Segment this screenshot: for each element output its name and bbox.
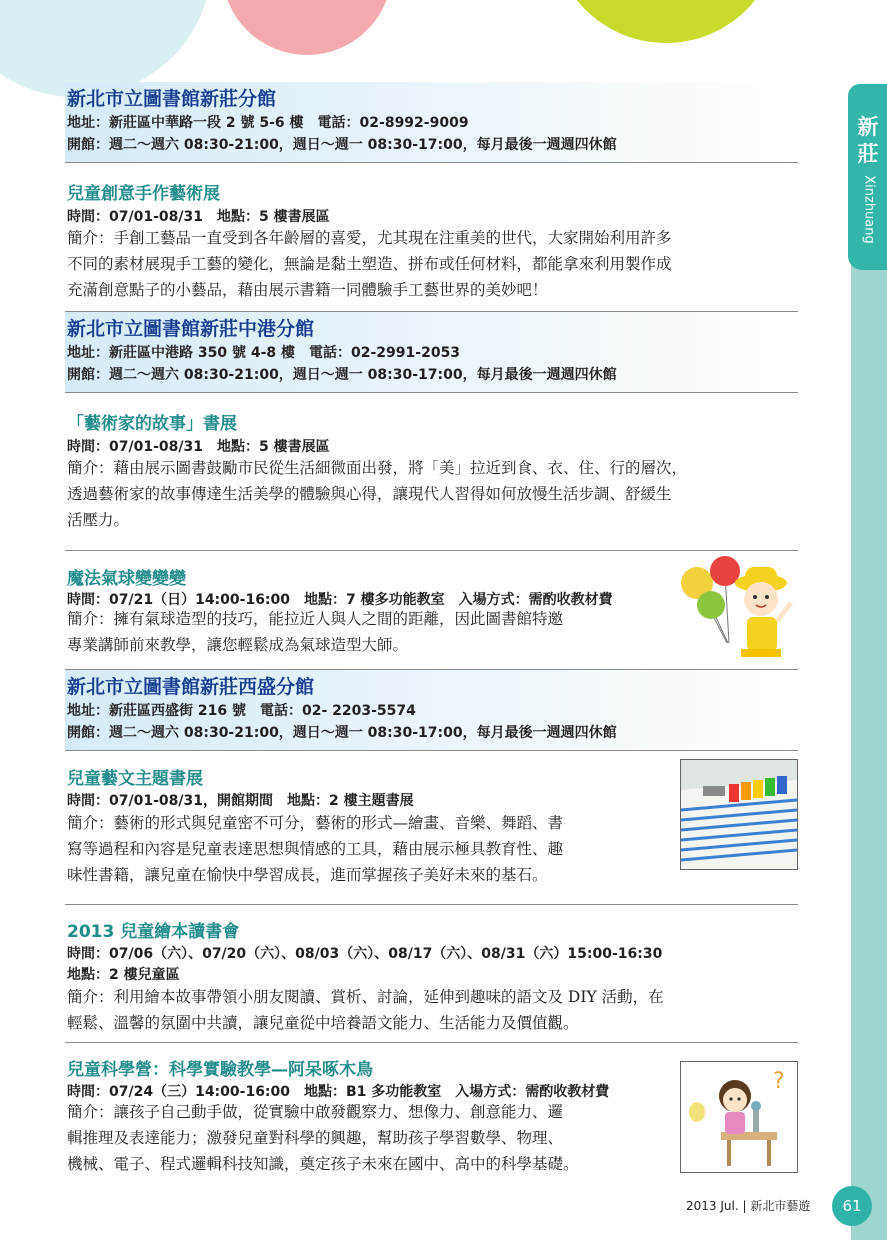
decor-circle-pink — [222, 0, 392, 55]
event-item — [65, 905, 798, 1043]
event-item — [65, 163, 798, 312]
district-tab-zh: 新莊 — [857, 115, 879, 166]
event-item — [65, 1043, 798, 1175]
event-meta: 時間：07/21（日）14:00-16:00 地點：7 樓多功能教室 入場方式：需酌收教材費 — [67, 592, 613, 608]
event-meta: 地點：2 樓兒童區 — [67, 967, 180, 983]
library-name: 新北市立圖書館新莊分館 — [67, 88, 277, 110]
library-name: 新北市立圖書館新莊西盛分館 — [67, 676, 315, 698]
sidebar-strip — [851, 260, 887, 1240]
event-item — [65, 751, 798, 905]
crayons-notebook-graphic — [681, 760, 797, 869]
desc-line: 輯推理及表達能力；激發兒童對科學的興趣，幫助孩子學習數學、物理、 — [67, 1129, 564, 1147]
library-hours: 開館：週二～週六 08:30-21:00，週日～週一 08:30-17:00，每月最後一週週四休館 — [67, 137, 617, 153]
event-description — [67, 225, 672, 303]
library-address: 地址：新莊區中港路 350 號 4-8 樓 電話：02-2991-2053 — [67, 345, 461, 361]
event-description — [67, 455, 687, 533]
library-address: 地址：新莊區西盛街 216 號 電話：02- 2203-5574 — [67, 703, 416, 719]
district-tab — [848, 84, 887, 270]
science-kid-graphic — [681, 1062, 797, 1172]
desc-line: 輕鬆、溫馨的氛圍中共讀，讓兒童從中培養語文能力、生活能力及價值觀。 — [67, 1014, 579, 1032]
library-hours: 開館：週二～週六 08:30-21:00，週日～週一 08:30-17:00，每月最後一週週四休館 — [67, 367, 617, 383]
science-kid-illustration — [680, 1061, 798, 1173]
desc-line: 簡介：手創工藝品一直受到各年齡層的喜愛，尤其現在注重美的世代，大家開始利用許多 — [67, 229, 672, 247]
library-address: 地址：新莊區中華路一段 2 號 5-6 樓 電話：02-8992-9009 — [67, 115, 469, 131]
event-title: 兒童創意手作藝術展 — [67, 184, 220, 204]
event-description — [67, 606, 563, 658]
event-title: 2013 兒童繪本讀書會 — [67, 922, 240, 942]
event-meta: 時間：07/24（三）14:00-16:00 地點：B1 多功能教室 入場方式：需酌收教材費 — [67, 1084, 610, 1100]
event-description — [67, 810, 563, 888]
event-title: 魔法氣球變變變 — [67, 569, 186, 589]
library-header-xinzhuang — [65, 82, 798, 163]
desc-line: 活壓力。 — [67, 511, 130, 529]
desc-line: 機械、電子、程式邏輯科技知識，奠定孩子未來在國中、高中的科學基礎。 — [67, 1155, 579, 1173]
event-meta: 時間：07/06（六）、07/20（六）、08/03（六）、08/17（六）、08/31（六）15:00-16:30 — [67, 946, 663, 962]
desc-line: 簡介：藉由展示圖書鼓勵市民從生活細微面出發，將「美」拉近到食、衣、住、行的層次， — [67, 459, 688, 477]
event-item — [65, 393, 798, 551]
district-tab-en: Xinzhuang — [861, 175, 877, 244]
event-meta: 時間：07/01-08/31 地點：5 樓書展區 — [67, 439, 330, 455]
desc-line: 簡介：利用繪本故事帶領小朋友閱讀、賞析、討論，延伸到趣味的語文及 DIY 活動，在 — [67, 988, 664, 1006]
event-title: 「藝術家的故事」書展 — [67, 414, 237, 434]
event-meta: 時間：07/01-08/31 地點：5 樓書展區 — [67, 209, 330, 225]
event-description — [67, 1099, 579, 1177]
balloon-girl-illustration — [679, 555, 801, 665]
desc-line: 簡介：擁有氣球造型的技巧，能拉近人與人之間的距離，因此圖書館特邀 — [67, 610, 564, 628]
desc-line: 簡介：藝術的形式與兒童密不可分，藝術的形式—繪畫、音樂、舞蹈、書 — [67, 814, 564, 832]
svg-text:?: ? — [773, 1069, 785, 1094]
library-header-zhonggang — [65, 312, 798, 393]
library-hours: 開館：週二～週六 08:30-21:00，週日～週一 08:30-17:00，每月最後一週週四休館 — [67, 725, 617, 741]
desc-line: 簡介：讓孩子自己動手做，從實驗中啟發觀察力、想像力、創意能力、邏 — [67, 1103, 564, 1121]
footer-issue: 2013 Jul. | 新北市藝遊 — [686, 1199, 811, 1213]
desc-line: 不同的素材展現手工藝的變化，無論是黏土塑造、拼布或任何材料，都能拿來利用製作成 — [67, 255, 672, 273]
event-description — [67, 984, 664, 1036]
desc-line: 專業講師前來教學，讓您輕鬆成為氣球造型大師。 — [67, 636, 409, 654]
main-content — [65, 82, 798, 1175]
library-header-xisheng — [65, 670, 798, 751]
page-number-badge: 61 — [832, 1186, 872, 1226]
event-title: 兒童藝文主題書展 — [67, 769, 203, 789]
desc-line: 透過藝術家的故事傳達生活美學的體驗與心得，讓現代人習得如何放慢生活步調、舒緩生 — [67, 485, 672, 503]
desc-line: 充滿創意點子的小藝品，藉由展示書籍一同體驗手工藝世界的美妙吧！ — [67, 281, 548, 299]
event-title: 兒童科學營：科學實驗教學—阿呆啄木鳥 — [67, 1060, 373, 1080]
library-name: 新北市立圖書館新莊中港分館 — [67, 318, 315, 340]
event-meta: 時間：07/01-08/31，開館期間 地點：2 樓主題書展 — [67, 793, 414, 809]
desc-line: 寫等過程和內容是兒童表達思想與情感的工具，藉由展示極具教育性、趣 — [67, 840, 564, 858]
event-item — [65, 551, 798, 670]
desc-line: 味性書籍，讓兒童在愉快中學習成長，進而掌握孩子美好未來的基石。 — [67, 866, 548, 884]
decor-circle-lime — [552, 0, 780, 43]
crayons-notebook-photo — [680, 759, 798, 870]
